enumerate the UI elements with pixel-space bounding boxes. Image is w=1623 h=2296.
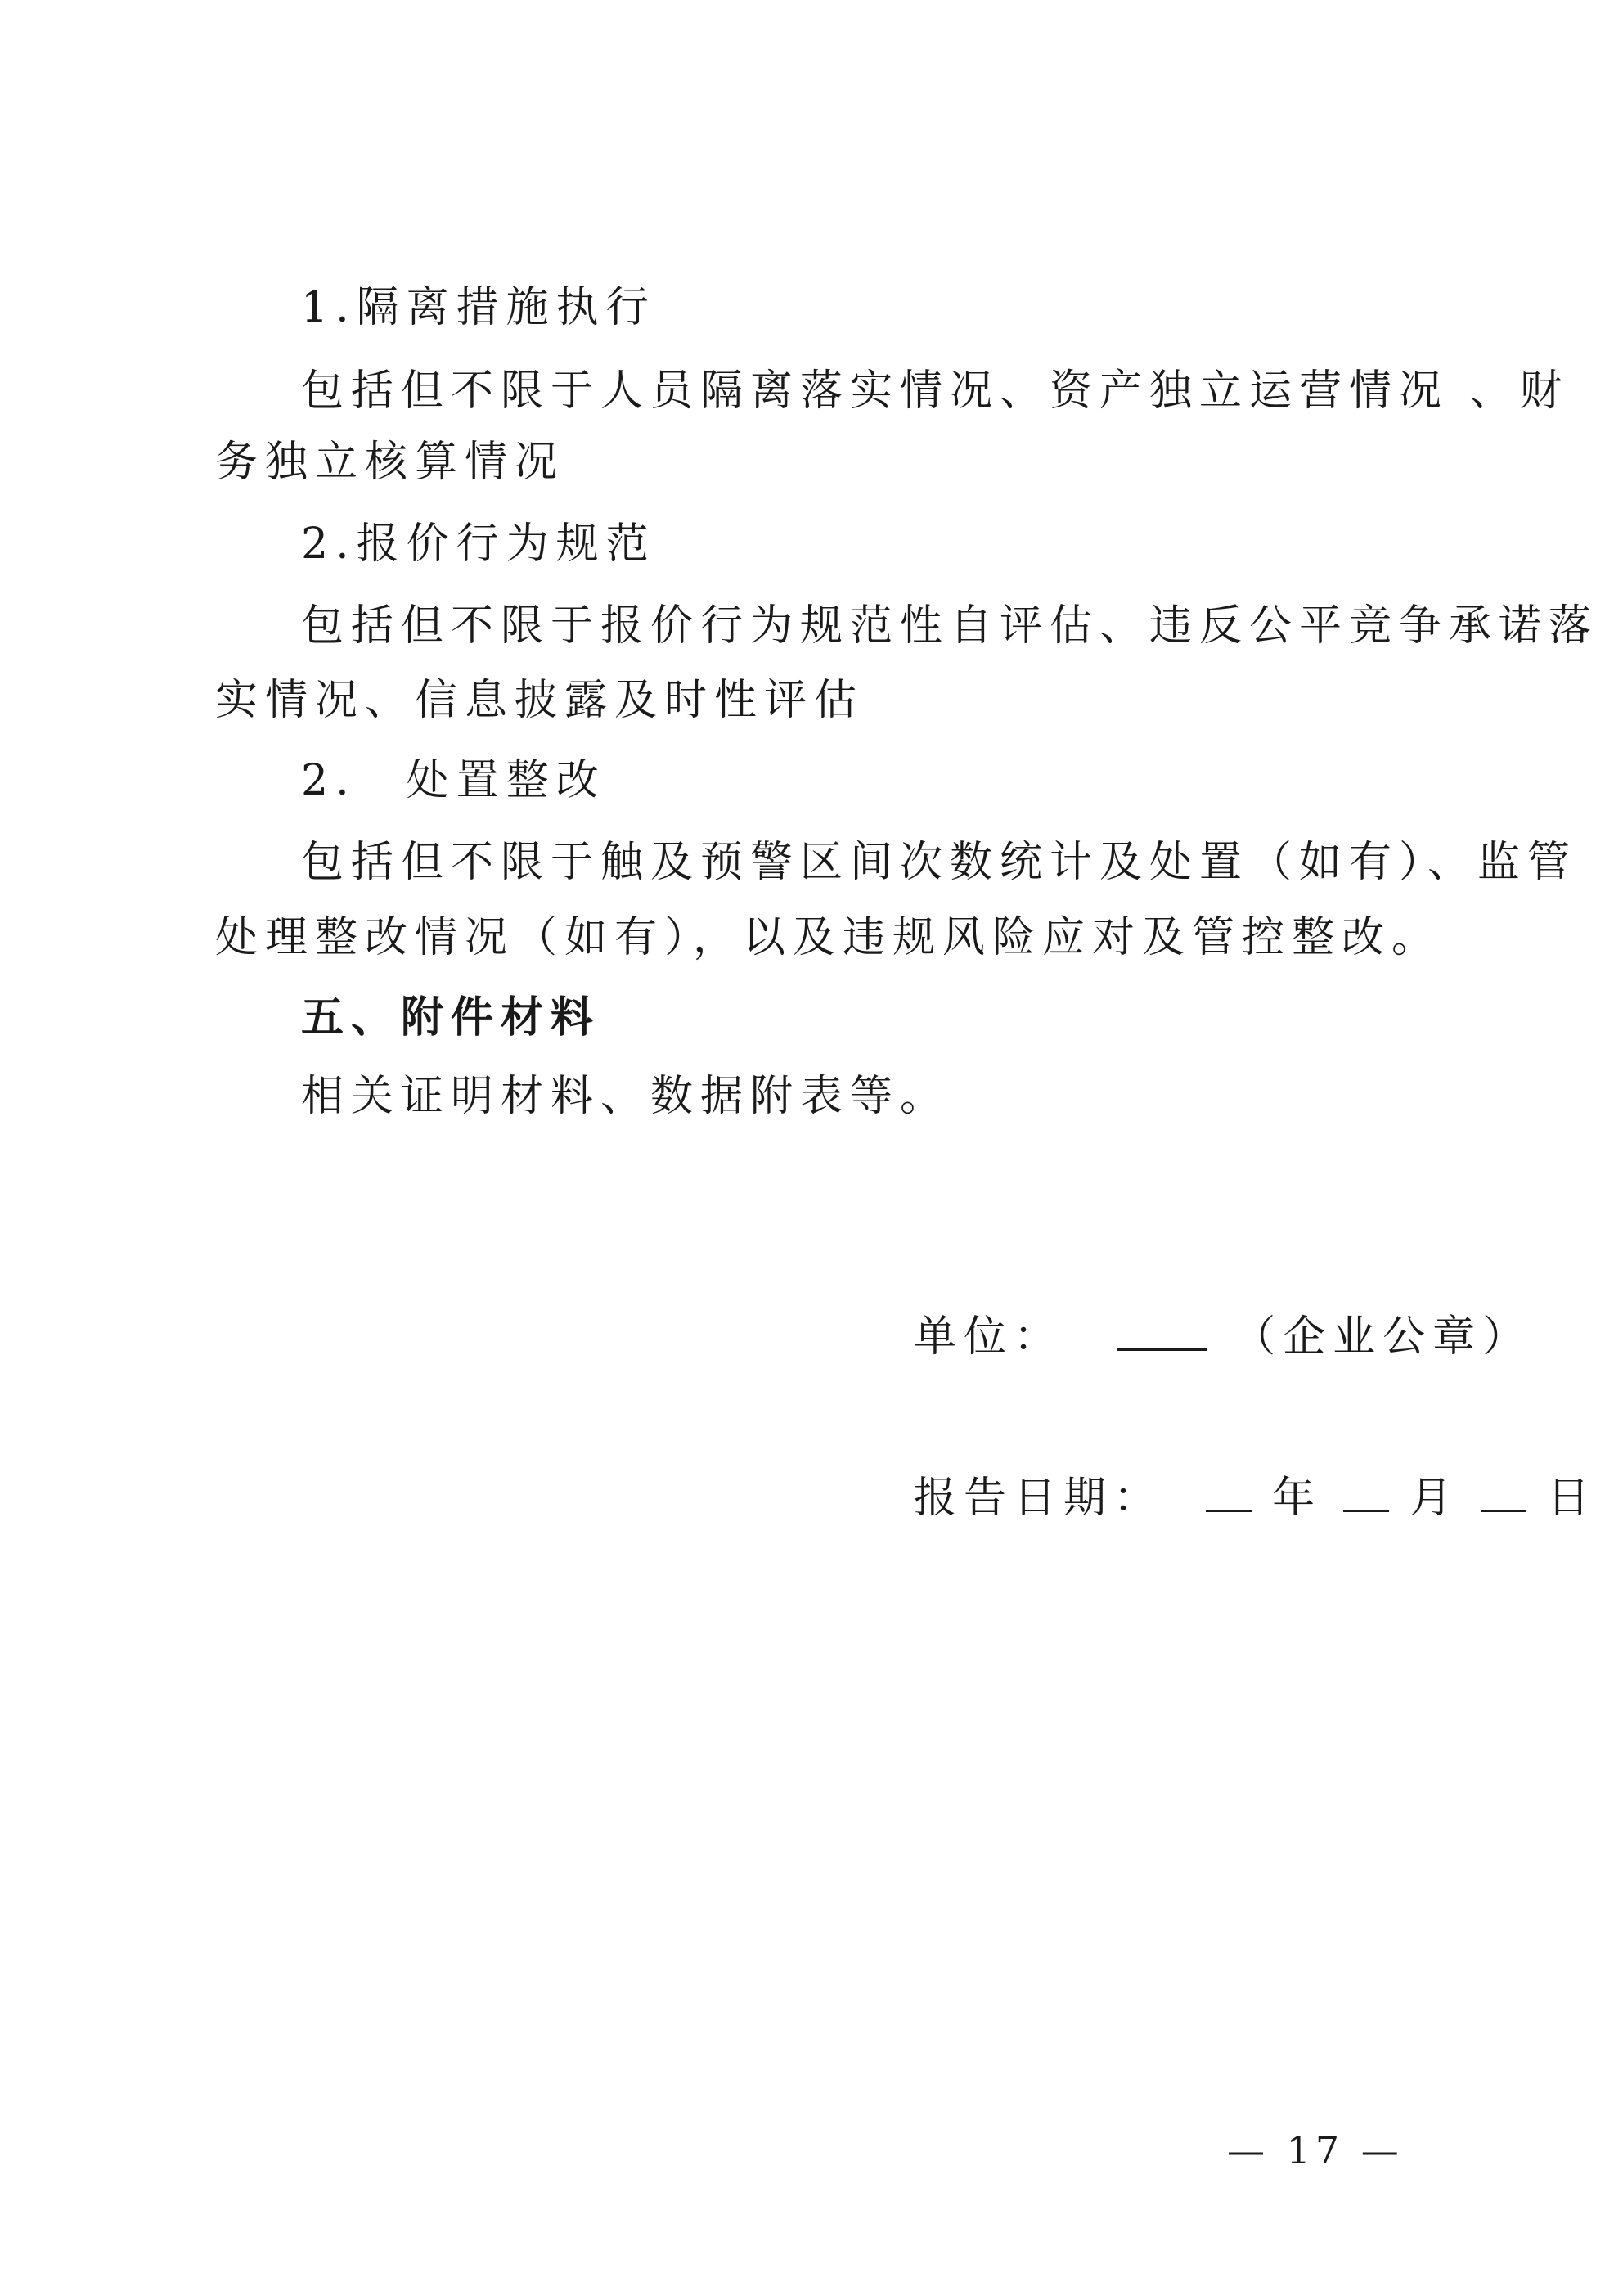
- year-blank: [1206, 1470, 1252, 1512]
- section5-heading: 五、附件材料: [301, 993, 601, 1042]
- item3-body-line1: 包括但不限于触及预警区间次数统计及处置（如有）、监管: [301, 838, 1578, 887]
- item2-body-line2: 实情况、信息披露及时性评估: [215, 676, 865, 725]
- item3-body-line2: 处理整改情况（如有），以及违规风险应对及管控整改。: [215, 913, 1442, 962]
- item2-heading: 2.报价行为规范: [301, 520, 656, 569]
- item2-body-line1: 包括但不限于报价行为规范性自评估、违反公平竞争承诺落: [301, 601, 1599, 651]
- day-label: 日: [1547, 1474, 1598, 1523]
- date-label: 报告日期：: [914, 1474, 1164, 1523]
- month-label: 月: [1409, 1474, 1460, 1523]
- month-blank: [1343, 1470, 1389, 1512]
- item1-body-line1: 包括但不限于人员隔离落实情况、资产独立运营情况 、财: [301, 367, 1570, 416]
- unit-label: 单位：: [914, 1312, 1064, 1362]
- day-blank: [1481, 1470, 1526, 1512]
- unit-signature-line: [914, 1309, 1532, 1362]
- section5-body: 相关证明材料、数据附表等。: [301, 1072, 951, 1121]
- unit-seal-note: （企业公章）: [1233, 1312, 1533, 1362]
- unit-blank: [1117, 1309, 1207, 1351]
- year-label: 年: [1272, 1474, 1323, 1523]
- item3-heading: 2. 处置整改: [301, 756, 606, 805]
- report-date-line: [914, 1470, 1597, 1523]
- item1-heading: 1.隔离措施执行: [301, 283, 656, 332]
- page-number: — 17 —: [1227, 2128, 1404, 2172]
- item1-body-line2: 务独立核算情况: [215, 438, 565, 487]
